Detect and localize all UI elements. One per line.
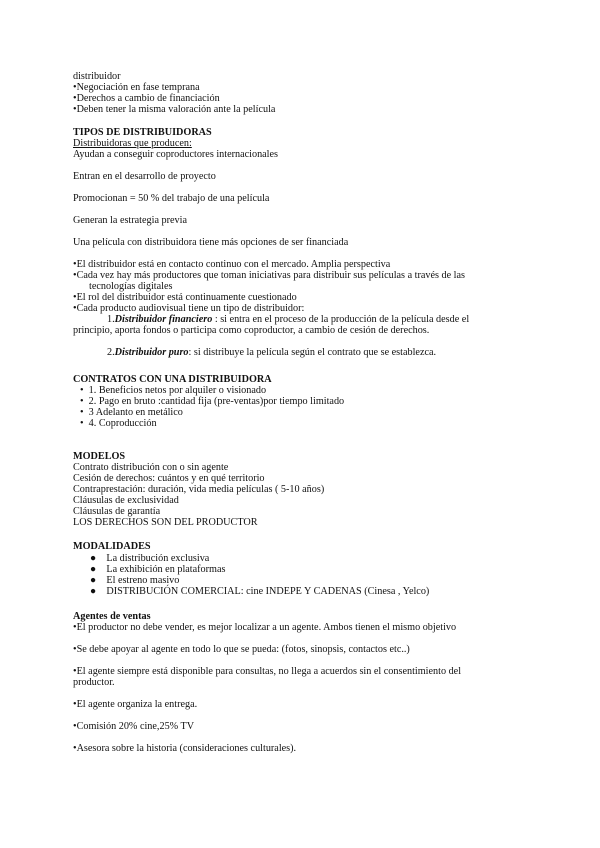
text-line: LOS DERECHOS SON DEL PRODUCTOR [73,517,258,528]
text-line: Cláusulas de garantía [73,506,161,517]
text-line: Contraprestación: duración, vida media películas ( 5-10 años) [73,484,325,495]
bullet-line: •El rol del distribuidor está continuamente cuestionado [73,292,297,303]
section-heading-tipos: TIPOS DE DISTRIBUIDORAS [73,127,212,138]
text-line: Contrato distribución con o sin agente [73,462,229,473]
bullet-line: •Asesora sobre la historia (consideraciones culturales). [73,743,297,754]
list-item: • 4. Coproducción [80,418,157,429]
bullet-line: •Se debe apoyar al agente en todo lo que se pueda: (fotos, sinopsis, contactos etc..) [73,644,410,655]
list-item: • 2. Pago en bruto :cantidad fija (pre-ventas)por tiempo limitado [80,396,345,407]
subheading-producen: Distribuidoras que producen: [73,138,192,149]
bullet-line: •El agente siempre está disponible para consultas, no llega a acuerdos sin el consentimiento del [73,666,462,677]
item-term: Distribuidor puro [114,347,189,358]
section-heading-contratos: CONTRATOS CON UNA DISTRIBUIDORA [73,374,272,385]
item-description: : si entra en el proceso de la producción de la película desde el [212,314,470,325]
text-line: Cesión de derechos: cuántos y en qué territorio [73,473,265,484]
bullet-line: •Cada producto audiovisual tiene un tipo de distribuidor: [73,303,305,314]
item-number: 1. [107,314,115,325]
section-heading-modelos: MODELOS [73,451,126,462]
section-heading-modalidades: MODALIDADES [73,541,151,552]
bullet-continuation: tecnologías digitales [89,281,173,292]
bullet-line: •El agente organiza la entrega. [73,699,198,710]
bullet-line: •El productor no debe vender, es mejor localizar a un agente. Ambos tienen el mismo objetivo [73,622,457,633]
section-heading-agentes: Agentes de ventas [73,611,151,622]
numbered-item-puro [107,347,436,358]
list-item: ● La exhibición en plataformas [90,564,226,575]
text-line: Una película con distribuidora tiene más opciones de ser financiada [73,237,349,248]
intro-line: •Negociación en fase temprana [73,82,200,93]
numbered-item-financiero [107,314,469,325]
list-item: ● El estreno masivo [90,575,180,586]
intro-line: •Deben tener la misma valoración ante la película [73,104,276,115]
item-continuation: principio, aporta fondos o participa como coproductor, a cambio de cesión de derechos. [73,325,430,336]
bullet-line: •El distribuidor está en contacto continuo con el mercado. Amplia perspectiva [73,259,391,270]
item-number: 2. [107,347,115,358]
item-description: : si distribuye la película según el contrato que se establezca. [188,347,437,358]
text-line: Cláusulas de exclusividad [73,495,179,506]
bullet-line: •Cada vez hay más productores que toman iniciativas para distribuir sus películas a través de las [73,270,465,281]
bullet-continuation: productor. [73,677,115,688]
intro-line: •Derechos a cambio de financiación [73,93,220,104]
text-line: Promocionan = 50 % del trabajo de una película [73,193,270,204]
text-line: Ayudan a conseguir coproductores internacionales [73,149,279,160]
list-item: • 3 Adelanto en metálico [80,407,183,418]
item-term: Distribuidor financiero [114,314,213,325]
list-item: ● DISTRIBUCIÓN COMERCIAL: cine INDEPE Y CADENAS (Cinesa , Yelco) [90,586,430,597]
text-line: Generan la estrategia previa [73,215,187,226]
list-item: • 1. Beneficios netos por alquiler o visionado [80,385,267,396]
bullet-line: •Comisión 20% cine,25% TV [73,721,195,732]
intro-line: distribuidor [73,71,121,82]
list-item: ● La distribución exclusiva [90,553,210,564]
text-line: Entran en el desarrollo de proyecto [73,171,216,182]
